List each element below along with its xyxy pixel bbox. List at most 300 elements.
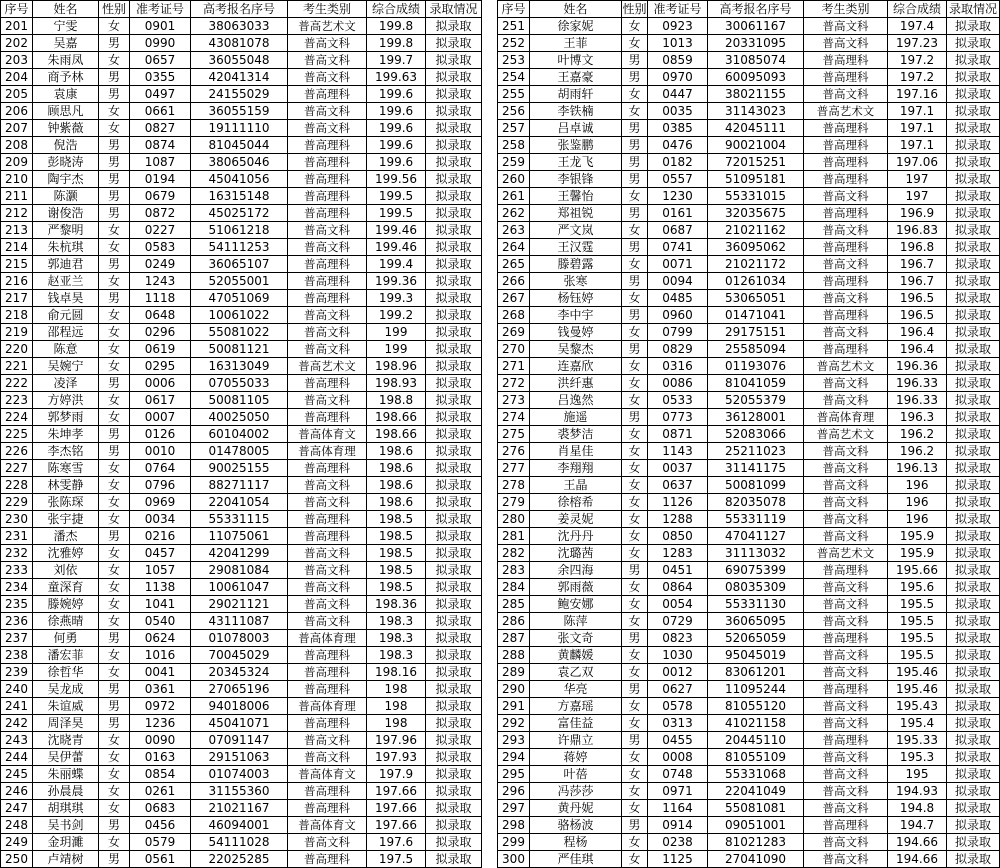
gender-cell: 男 — [622, 137, 648, 154]
score-cell: 199.46 — [367, 222, 426, 239]
exam-id-cell: 1236 — [130, 715, 191, 732]
registration-no-cell: 45025172 — [191, 205, 288, 222]
seq-cell: 225 — [1, 426, 33, 443]
score-cell: 197.1 — [888, 137, 947, 154]
exam-id-cell: 0970 — [648, 69, 708, 86]
exam-id-cell: 0561 — [130, 851, 191, 868]
seq-cell: 254 — [498, 69, 530, 86]
score-cell: 196.8 — [888, 239, 947, 256]
registration-no-cell: 54111253 — [191, 239, 288, 256]
seq-cell: 209 — [1, 154, 33, 171]
score-cell: 198 — [367, 715, 426, 732]
gender-cell: 女 — [622, 528, 648, 545]
seq-cell: 227 — [1, 460, 33, 477]
seq-cell: 258 — [498, 137, 530, 154]
admission-status-cell: 拟录取 — [947, 766, 1000, 783]
exam-id-cell: 0361 — [130, 681, 191, 698]
table-row — [498, 681, 1000, 698]
gender-cell: 男 — [99, 35, 130, 52]
registration-no-cell: 01471041 — [708, 307, 804, 324]
registration-no-cell: 50081121 — [191, 341, 288, 358]
admission-status-cell: 拟录取 — [426, 137, 482, 154]
exam-id-cell: 0923 — [648, 18, 708, 35]
exam-id-cell: 0008 — [648, 749, 708, 766]
gender-cell: 男 — [99, 817, 130, 834]
table-row — [498, 239, 1000, 256]
admission-status-cell: 拟录取 — [426, 171, 482, 188]
registration-no-cell: 55331068 — [708, 766, 804, 783]
table-row — [1, 698, 482, 715]
registration-no-cell: 55331119 — [708, 511, 804, 528]
name-cell: 孙晨晨 — [33, 783, 99, 800]
table-row — [1, 664, 482, 681]
seq-cell: 236 — [1, 613, 33, 630]
gender-cell: 男 — [99, 137, 130, 154]
name-cell: 李中宇 — [530, 307, 622, 324]
admission-status-cell: 拟录取 — [947, 732, 1000, 749]
name-cell: 陶宇杰 — [33, 171, 99, 188]
score-cell: 194.93 — [888, 783, 947, 800]
admission-status-cell: 拟录取 — [426, 35, 482, 52]
category-cell: 普高文科 — [288, 834, 367, 851]
gender-cell: 男 — [99, 426, 130, 443]
gender-cell: 女 — [99, 307, 130, 324]
score-cell: 199 — [367, 341, 426, 358]
seq-cell: 278 — [498, 477, 530, 494]
registration-no-cell: 19111110 — [191, 120, 288, 137]
name-cell: 刘依 — [33, 562, 99, 579]
registration-no-cell: 45041056 — [191, 171, 288, 188]
score-cell: 199.2 — [367, 307, 426, 324]
exam-id-cell: 0972 — [130, 698, 191, 715]
table-row — [498, 494, 1000, 511]
score-cell: 195 — [888, 766, 947, 783]
category-cell: 普高文科 — [288, 324, 367, 341]
gender-cell: 女 — [622, 443, 648, 460]
name-cell: 李铁楠 — [530, 103, 622, 120]
gender-cell: 女 — [99, 766, 130, 783]
gender-cell: 女 — [99, 834, 130, 851]
name-cell: 方嘉瑶 — [530, 698, 622, 715]
column-header-registration-no: 高考报名序号 — [708, 1, 804, 18]
score-cell: 197.06 — [888, 154, 947, 171]
score-cell: 195.4 — [888, 715, 947, 732]
registration-no-cell: 41021158 — [708, 715, 804, 732]
gender-cell: 女 — [99, 596, 130, 613]
admission-status-cell: 拟录取 — [426, 375, 482, 392]
seq-cell: 276 — [498, 443, 530, 460]
gender-cell: 男 — [99, 443, 130, 460]
exam-id-cell: 0583 — [130, 239, 191, 256]
exam-id-cell: 0456 — [130, 817, 191, 834]
score-cell: 198.6 — [367, 443, 426, 460]
exam-id-cell: 0455 — [648, 732, 708, 749]
admission-status-cell: 拟录取 — [947, 256, 1000, 273]
category-cell: 普高理科 — [804, 205, 888, 222]
category-cell: 普高理科 — [804, 630, 888, 647]
category-cell: 普高文科 — [804, 647, 888, 664]
name-cell: 商予林 — [33, 69, 99, 86]
registration-no-cell: 47041127 — [708, 528, 804, 545]
registration-no-cell: 22041054 — [191, 494, 288, 511]
table-row — [498, 52, 1000, 69]
exam-id-cell: 1013 — [648, 35, 708, 52]
registration-no-cell: 29175151 — [708, 324, 804, 341]
admission-status-cell: 拟录取 — [426, 443, 482, 460]
exam-id-cell: 0679 — [130, 188, 191, 205]
admission-status-cell: 拟录取 — [426, 52, 482, 69]
gender-cell: 男 — [622, 409, 648, 426]
name-cell: 王嘉豪 — [530, 69, 622, 86]
exam-id-cell: 0227 — [130, 222, 191, 239]
exam-id-cell: 0249 — [130, 256, 191, 273]
score-cell: 199.3 — [367, 290, 426, 307]
exam-id-cell: 0071 — [648, 256, 708, 273]
seq-cell: 288 — [498, 647, 530, 664]
seq-cell: 279 — [498, 494, 530, 511]
category-cell: 普高体育理 — [288, 443, 367, 460]
table-row — [1, 86, 482, 103]
seq-cell: 265 — [498, 256, 530, 273]
seq-cell: 291 — [498, 698, 530, 715]
table-row — [1, 273, 482, 290]
exam-id-cell: 0748 — [648, 766, 708, 783]
column-header-admission-status: 录取情况 — [947, 1, 1000, 18]
exam-id-cell: 0657 — [130, 52, 191, 69]
name-cell: 王汉霆 — [530, 239, 622, 256]
name-cell: 朱丽蝶 — [33, 766, 99, 783]
exam-id-cell: 0037 — [648, 460, 708, 477]
table-row — [1, 460, 482, 477]
gender-cell: 男 — [622, 681, 648, 698]
name-cell: 金玥濉 — [33, 834, 99, 851]
table-row — [1, 324, 482, 341]
score-cell: 197.2 — [888, 52, 947, 69]
gender-cell: 男 — [99, 69, 130, 86]
seq-cell: 250 — [1, 851, 33, 868]
score-cell: 197 — [888, 188, 947, 205]
admission-status-cell: 拟录取 — [947, 494, 1000, 511]
table-row — [1, 732, 482, 749]
score-cell: 196.5 — [888, 290, 947, 307]
gender-cell: 男 — [622, 307, 648, 324]
category-cell: 普高文科 — [804, 222, 888, 239]
seq-cell: 298 — [498, 817, 530, 834]
registration-no-cell: 31155360 — [191, 783, 288, 800]
admission-status-cell: 拟录取 — [426, 188, 482, 205]
registration-no-cell: 90021004 — [708, 137, 804, 154]
gender-cell: 女 — [622, 477, 648, 494]
table-row — [1, 222, 482, 239]
registration-no-cell: 72015251 — [708, 154, 804, 171]
admission-table-left — [0, 0, 482, 868]
seq-cell: 255 — [498, 86, 530, 103]
admission-status-cell: 拟录取 — [947, 460, 1000, 477]
admission-status-cell: 拟录取 — [426, 273, 482, 290]
registration-no-cell: 36055048 — [191, 52, 288, 69]
score-cell: 197.66 — [367, 817, 426, 834]
score-cell: 198.6 — [367, 477, 426, 494]
exam-id-cell: 0485 — [648, 290, 708, 307]
category-cell: 普高文科 — [804, 749, 888, 766]
registration-no-cell: 50081099 — [708, 477, 804, 494]
admission-status-cell: 拟录取 — [426, 120, 482, 137]
table-row — [498, 800, 1000, 817]
gender-cell: 女 — [622, 834, 648, 851]
seq-cell: 239 — [1, 664, 33, 681]
category-cell: 普高文科 — [288, 545, 367, 562]
category-cell: 普高文科 — [288, 69, 367, 86]
category-cell: 普高理科 — [288, 154, 367, 171]
admission-status-cell: 拟录取 — [426, 851, 482, 868]
category-cell: 普高文科 — [288, 613, 367, 630]
exam-id-cell: 1016 — [130, 647, 191, 664]
name-cell: 姜灵妮 — [530, 511, 622, 528]
admission-status-cell: 拟录取 — [426, 715, 482, 732]
name-cell: 许鼎立 — [530, 732, 622, 749]
exam-id-cell: 0827 — [130, 120, 191, 137]
gender-cell: 女 — [99, 664, 130, 681]
name-cell: 滕碧露 — [530, 256, 622, 273]
registration-no-cell: 81041059 — [708, 375, 804, 392]
admission-status-cell: 拟录取 — [426, 562, 482, 579]
score-cell: 195.5 — [888, 630, 947, 647]
seq-cell: 287 — [498, 630, 530, 647]
admission-status-cell: 拟录取 — [947, 426, 1000, 443]
admission-status-cell: 拟录取 — [426, 341, 482, 358]
admission-status-cell: 拟录取 — [947, 681, 1000, 698]
registration-no-cell: 01261034 — [708, 273, 804, 290]
admission-status-cell: 拟录取 — [426, 494, 482, 511]
registration-no-cell: 20445110 — [708, 732, 804, 749]
gender-cell: 女 — [622, 35, 648, 52]
name-cell: 潘宏菲 — [33, 647, 99, 664]
header-row — [1, 1, 482, 18]
seq-cell: 218 — [1, 307, 33, 324]
registration-no-cell: 94018006 — [191, 698, 288, 715]
gender-cell: 女 — [99, 324, 130, 341]
category-cell: 普高理科 — [804, 307, 888, 324]
exam-id-cell: 0683 — [130, 800, 191, 817]
category-cell: 普高理科 — [288, 86, 367, 103]
seq-cell: 224 — [1, 409, 33, 426]
name-cell: 王晶 — [530, 477, 622, 494]
table-row — [1, 409, 482, 426]
name-cell: 吕逸然 — [530, 392, 622, 409]
name-cell: 洪纤惠 — [530, 375, 622, 392]
registration-no-cell: 52065059 — [708, 630, 804, 647]
score-cell: 197.16 — [888, 86, 947, 103]
admission-status-cell: 拟录取 — [947, 120, 1000, 137]
category-cell: 普高文科 — [804, 664, 888, 681]
category-cell: 普高文科 — [804, 715, 888, 732]
name-cell: 胡琪琪 — [33, 800, 99, 817]
category-cell: 普高理科 — [288, 273, 367, 290]
registration-no-cell: 36128001 — [708, 409, 804, 426]
gender-cell: 男 — [622, 171, 648, 188]
admission-status-cell: 拟录取 — [947, 137, 1000, 154]
category-cell: 普高艺术文 — [804, 358, 888, 375]
exam-id-cell: 0161 — [648, 205, 708, 222]
table-row — [498, 341, 1000, 358]
score-cell: 196.5 — [888, 307, 947, 324]
exam-id-cell: 0194 — [130, 171, 191, 188]
admission-status-cell: 拟录取 — [947, 630, 1000, 647]
table-row — [1, 834, 482, 851]
table-row — [498, 545, 1000, 562]
admission-status-cell: 拟录取 — [426, 69, 482, 86]
admission-status-cell: 拟录取 — [947, 375, 1000, 392]
score-cell: 197.2 — [888, 69, 947, 86]
registration-no-cell: 21021162 — [708, 222, 804, 239]
seq-cell: 256 — [498, 103, 530, 120]
gender-cell: 女 — [99, 749, 130, 766]
registration-no-cell: 36055159 — [191, 103, 288, 120]
gender-cell: 女 — [99, 647, 130, 664]
admission-status-cell: 拟录取 — [947, 358, 1000, 375]
name-cell: 施遥 — [530, 409, 622, 426]
gender-cell: 女 — [99, 494, 130, 511]
score-cell: 194.7 — [888, 817, 947, 834]
exam-id-cell: 0854 — [130, 766, 191, 783]
table-row — [498, 834, 1000, 851]
name-cell: 何勇 — [33, 630, 99, 647]
admission-status-cell: 拟录取 — [426, 239, 482, 256]
exam-id-cell: 1230 — [648, 188, 708, 205]
registration-no-cell: 10061047 — [191, 579, 288, 596]
column-header-gender: 性别 — [99, 1, 130, 18]
exam-id-cell: 0969 — [130, 494, 191, 511]
table-row — [1, 358, 482, 375]
category-cell: 普高文科 — [804, 494, 888, 511]
admission-status-cell: 拟录取 — [947, 817, 1000, 834]
registration-no-cell: 53065051 — [708, 290, 804, 307]
registration-no-cell: 36065107 — [191, 256, 288, 273]
seq-cell: 206 — [1, 103, 33, 120]
name-cell: 周泽昊 — [33, 715, 99, 732]
exam-id-cell: 1243 — [130, 273, 191, 290]
score-cell: 196.36 — [888, 358, 947, 375]
name-cell: 顾思凡 — [33, 103, 99, 120]
category-cell: 普高体育理 — [804, 409, 888, 426]
category-cell: 普高理科 — [288, 647, 367, 664]
table-row — [498, 409, 1000, 426]
score-cell: 198.66 — [367, 426, 426, 443]
table-row — [498, 222, 1000, 239]
name-cell: 陈萍 — [530, 613, 622, 630]
exam-id-cell: 0533 — [648, 392, 708, 409]
table-row — [498, 120, 1000, 137]
seq-cell: 234 — [1, 579, 33, 596]
seq-cell: 228 — [1, 477, 33, 494]
exam-id-cell: 0557 — [648, 171, 708, 188]
category-cell: 普高文科 — [804, 18, 888, 35]
category-cell: 普高理科 — [288, 188, 367, 205]
table-row — [1, 681, 482, 698]
exam-id-cell: 0990 — [130, 35, 191, 52]
gender-cell: 男 — [622, 732, 648, 749]
admission-status-cell: 拟录取 — [426, 630, 482, 647]
score-cell: 195.5 — [888, 647, 947, 664]
category-cell: 普高文科 — [288, 307, 367, 324]
seq-cell: 275 — [498, 426, 530, 443]
admission-status-cell: 拟录取 — [426, 800, 482, 817]
gender-cell: 男 — [99, 698, 130, 715]
seq-cell: 280 — [498, 511, 530, 528]
table-row — [1, 52, 482, 69]
gender-cell: 女 — [622, 392, 648, 409]
registration-no-cell: 22025285 — [191, 851, 288, 868]
table-row — [498, 443, 1000, 460]
registration-no-cell: 31141175 — [708, 460, 804, 477]
category-cell: 普高文科 — [804, 528, 888, 545]
name-cell: 倪浩 — [33, 137, 99, 154]
score-cell: 197.5 — [367, 851, 426, 868]
gender-cell: 女 — [99, 545, 130, 562]
exam-id-cell: 0261 — [130, 783, 191, 800]
seq-cell: 242 — [1, 715, 33, 732]
registration-no-cell: 36095062 — [708, 239, 804, 256]
category-cell: 普高文科 — [804, 579, 888, 596]
score-cell: 198.5 — [367, 545, 426, 562]
exam-id-cell: 0182 — [648, 154, 708, 171]
exam-id-cell: 0871 — [648, 426, 708, 443]
score-cell: 197.23 — [888, 35, 947, 52]
registration-no-cell: 38021155 — [708, 86, 804, 103]
score-cell: 198.93 — [367, 375, 426, 392]
column-header-admission-status: 录取情况 — [426, 1, 482, 18]
exam-id-cell: 0914 — [648, 817, 708, 834]
seq-cell: 208 — [1, 137, 33, 154]
name-cell: 李银锋 — [530, 171, 622, 188]
gender-cell: 女 — [99, 392, 130, 409]
registration-no-cell: 30061167 — [708, 18, 804, 35]
score-cell: 197.1 — [888, 103, 947, 120]
category-cell: 普高文科 — [804, 86, 888, 103]
exam-id-cell: 1126 — [648, 494, 708, 511]
table-row — [498, 324, 1000, 341]
registration-no-cell: 38063033 — [191, 18, 288, 35]
name-cell: 邵程远 — [33, 324, 99, 341]
admission-status-cell: 拟录取 — [947, 664, 1000, 681]
admission-status-cell: 拟录取 — [426, 18, 482, 35]
table-row — [1, 817, 482, 834]
registration-no-cell: 31085074 — [708, 52, 804, 69]
column-header-exam-id: 准考证号 — [648, 1, 708, 18]
exam-id-cell: 0796 — [130, 477, 191, 494]
seq-cell: 259 — [498, 154, 530, 171]
table-row — [498, 766, 1000, 783]
registration-no-cell: 47051069 — [191, 290, 288, 307]
gender-cell: 男 — [99, 715, 130, 732]
exam-id-cell: 0901 — [130, 18, 191, 35]
admission-status-cell: 拟录取 — [947, 290, 1000, 307]
gender-cell: 女 — [622, 579, 648, 596]
score-cell: 197.66 — [367, 800, 426, 817]
admission-status-cell: 拟录取 — [947, 35, 1000, 52]
table-row — [498, 171, 1000, 188]
admission-status-cell: 拟录取 — [947, 324, 1000, 341]
gender-cell: 女 — [99, 273, 130, 290]
score-cell: 195.5 — [888, 596, 947, 613]
score-cell: 199.8 — [367, 18, 426, 35]
table-row — [498, 69, 1000, 86]
gender-cell: 女 — [622, 324, 648, 341]
table-row — [1, 239, 482, 256]
category-cell: 普高文科 — [288, 596, 367, 613]
name-cell: 吕卓诚 — [530, 120, 622, 137]
seq-cell: 223 — [1, 392, 33, 409]
